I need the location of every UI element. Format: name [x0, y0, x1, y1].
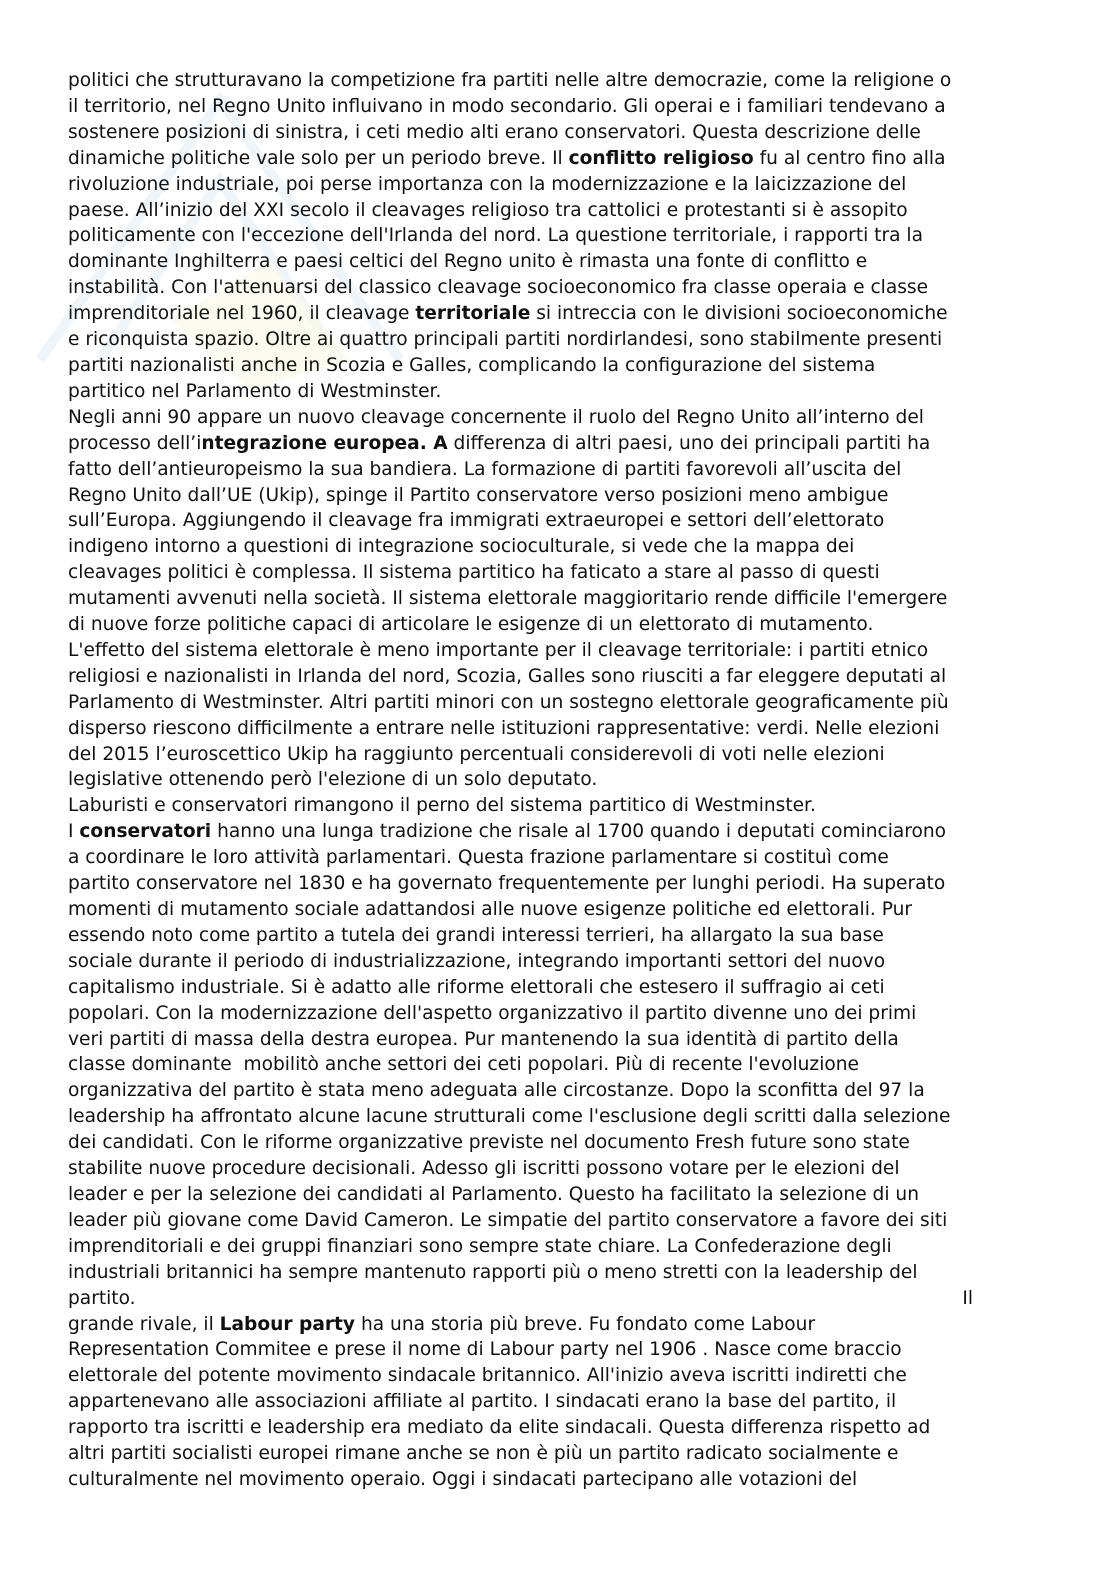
- text-line: [68, 301, 1053, 327]
- text-segment: capitalismo industriale. Si è adatto alle riforme elettorali che estesero il suffragio ai ceti: [68, 976, 885, 998]
- text-line: [68, 1363, 1053, 1389]
- text-segment: momenti di mutamento sociale adattandosi alle nuove esigenze politiche ed elettorali. Pur: [68, 899, 913, 920]
- text-segment: dominante Inghilterra e paesi celtici del Regno unito è rimasta una fonte di conflitto e: [68, 251, 868, 273]
- text-segment: popolari. Con la modernizzazione dell'aspetto organizzativo il partito divenne uno dei primi: [68, 1002, 917, 1024]
- text-segment: mutamenti avvenuti nella società. Il sistema elettorale maggioritario rende difficile l'emergere: [68, 588, 948, 610]
- text-line: [68, 793, 1053, 819]
- text-line: [68, 1027, 1053, 1053]
- text-line: [68, 1078, 1053, 1104]
- text-line: [68, 1389, 1053, 1415]
- text-segment: essendo noto come partito a tutela dei grandi interessi terrieri, ha allargato la sua base: [68, 924, 884, 946]
- text-line: [68, 94, 1053, 120]
- text-segment: Parlamento di Westminster. Altri partiti minori con un sostegno elettorale geograficamente più: [68, 691, 949, 713]
- text-line: [68, 871, 1053, 897]
- text-line: [68, 1312, 1053, 1338]
- document-body: [68, 68, 1053, 1493]
- text-line: [68, 716, 1053, 742]
- text-segment: paese. All’inizio del XXI secolo il cleavages religioso tra cattolici e protestanti si è assopito: [68, 199, 908, 221]
- text-line: [68, 1182, 1053, 1208]
- text-segment: hanno una lunga tradizione che risale al 1700 quando i deputati cominciarono: [211, 821, 947, 843]
- bold-term: ntegrazione europea. A: [201, 432, 448, 454]
- text-segment: si intreccia con le divisioni socioeconomiche: [530, 303, 948, 325]
- text-segment: rapporto tra iscritti e leadership era mediato da elite sindacali. Questa differenza rispetto ad: [68, 1417, 931, 1439]
- text-segment: a coordinare le loro attività parlamentari. Questa frazione parlamentare si costituì come: [68, 847, 889, 869]
- text-segment: Laburisti e conservatori rimangono il perno del sistema partitico di Westminster.: [68, 795, 816, 817]
- text-line: [68, 353, 1053, 379]
- bold-term: territoriale: [415, 303, 531, 325]
- text-segment: il territorio, nel Regno Unito influivano in modo secondario. Gli operai e i familiari tendevano a: [68, 95, 946, 117]
- text-line: [68, 1156, 1053, 1182]
- text-line: [68, 638, 1053, 664]
- text-segment: classe dominante mobilitò anche settori dei ceti popolari. Più di recente l'evoluzione: [68, 1054, 859, 1076]
- text-line: [68, 819, 1053, 845]
- text-segment: partito conservatore nel 1830 e ha governato frequentemente per lunghi periodi. Ha superato: [68, 873, 946, 895]
- text-segment: instabilità. Con l'attenuarsi del classico cleavage socioeconomico fra classe operaia e classe: [68, 277, 929, 299]
- text-segment: differenza di altri paesi, uno dei principali partiti ha: [447, 432, 931, 454]
- text-segment: partito.: [68, 1287, 136, 1309]
- text-segment: leadership ha affrontato alcune lacune strutturali come l'esclusione degli scritti dalla selezione: [68, 1106, 951, 1128]
- text-segment: elettorale del potente movimento sindacale britannico. All'inizio aveva iscritti indiretti che: [68, 1365, 907, 1387]
- text-line: [68, 690, 1053, 716]
- text-segment: leader più giovane come David Cameron. Le simpatie del partito conservatore a favore dei siti: [68, 1209, 948, 1231]
- text-line: [68, 897, 1053, 923]
- text-line: [68, 534, 1053, 560]
- text-line: [68, 1415, 1053, 1441]
- text-line: [68, 249, 1053, 275]
- text-segment: politici che strutturavano la competizione fra partiti nelle altre democrazie, come la religione o: [68, 70, 952, 91]
- text-line: [68, 275, 1053, 301]
- text-segment: I: [68, 821, 80, 843]
- text-segment: rivoluzione industriale, poi perse importanza con la modernizzazione e la laicizzazione del: [68, 173, 907, 195]
- text-segment: ha una storia più breve. Fu fondato come Labour: [355, 1313, 816, 1335]
- text-line: [68, 327, 1053, 353]
- text-segment: del 2015 l’euroscettico Ukip ha raggiunto percentuali considerevoli di voti nelle elezioni: [68, 743, 885, 765]
- text-segment: religiosi e nazionalisti in Irlanda del nord, Scozia, Galles sono riusciti a far eleggere deputati al: [68, 665, 947, 687]
- text-line: [68, 1234, 1053, 1260]
- text-segment: partitico nel Parlamento di Westminster.: [68, 380, 442, 402]
- text-segment: Representation Commitee e prese il nome di Labour party nel 1906 . Nasce come braccio: [68, 1339, 902, 1361]
- text-segment: L'effetto del sistema elettorale è meno importante per il cleavage territoriale: i partiti etnico: [68, 639, 929, 661]
- bold-term: Labour party: [219, 1313, 356, 1335]
- text-segment: culturalmente nel movimento operaio. Oggi i sindacati partecipano alle votazioni del: [68, 1468, 858, 1490]
- text-segment: imprenditoriale nel 1960, il cleavage: [68, 303, 416, 325]
- text-segment: processo dell’i: [68, 432, 202, 454]
- text-segment: e riconquista spazio. Oltre ai quattro principali partiti nordirlandesi, sono stabilmente presenti: [68, 329, 943, 351]
- text-line: [68, 664, 1053, 690]
- text-line: [68, 975, 1053, 1001]
- text-line: [68, 120, 1053, 146]
- text-segment: organizzativa del partito è stata meno adeguata alle circostanze. Dopo la sconfitta del 97 la: [68, 1080, 925, 1102]
- text-segment: Il: [962, 1287, 973, 1309]
- text-segment: indigeno intorno a questioni di integrazione socioculturale, si vede che la mappa dei: [68, 536, 855, 558]
- text-line: [68, 379, 1053, 405]
- text-line: [68, 560, 1053, 586]
- text-segment: imprenditoriali e dei gruppi finanziari sono sempre state chiare. La Confederazione degli: [68, 1235, 892, 1257]
- text-line: [68, 1467, 1053, 1493]
- text-segment: appartenevano alle associazioni affiliate al partito. I sindacati erano la base del partito, il: [68, 1391, 897, 1413]
- text-segment: dinamiche politiche vale solo per un periodo breve. Il: [68, 147, 569, 169]
- text-line: [68, 198, 1053, 224]
- text-segment: fatto dell’antieuropeismo la sua bandiera. La formazione di partiti favorevoli all’uscita del: [68, 458, 902, 480]
- text-line: [68, 586, 1053, 612]
- text-line: [68, 405, 1053, 431]
- text-segment: stabilite nuove procedure decisionali. Adesso gli iscritti possono votare per le elezioni del: [68, 1158, 900, 1180]
- text-line: [68, 431, 1053, 457]
- text-line: [68, 1130, 1053, 1156]
- text-segment: dei candidati. Con le riforme organizzative previste nel documento Fresh future sono state: [68, 1132, 910, 1154]
- text-line: [68, 1104, 1053, 1130]
- text-segment: grande rivale, il: [68, 1313, 220, 1335]
- text-segment: sull’Europa. Aggiungendo il cleavage fra immigrati extraeuropei e settori dell’elettorato: [68, 510, 885, 532]
- text-line: [68, 1001, 1053, 1027]
- text-line: [68, 742, 1053, 768]
- text-line: [68, 1260, 1053, 1286]
- text-line: [68, 845, 1053, 871]
- text-segment: politicamente con l'eccezione dell'Irlanda del nord. La questione territoriale, i rapporti tra la: [68, 225, 923, 247]
- text-segment: Negli anni 90 appare un nuovo cleavage concernente il ruolo del Regno Unito all’interno del: [68, 406, 924, 428]
- text-line: [68, 923, 1053, 949]
- text-line: [68, 172, 1053, 198]
- text-line: [68, 1441, 1053, 1467]
- text-segment: fu al centro fino alla: [753, 147, 946, 169]
- text-line: [68, 223, 1053, 249]
- text-line: [68, 457, 1053, 483]
- text-line: [68, 483, 1053, 509]
- text-line: [68, 1286, 1053, 1312]
- text-line: [68, 1337, 1053, 1363]
- bold-term: conflitto religioso: [568, 147, 754, 169]
- text-line: [68, 146, 1053, 172]
- text-segment: partiti nazionalisti anche in Scozia e Galles, complicando la configurazione del sistema: [68, 354, 876, 376]
- text-segment: Regno Unito dall’UE (Ukip), spinge il Partito conservatore verso posizioni meno ambigue: [68, 484, 889, 506]
- text-line: [68, 612, 1053, 638]
- text-segment: veri partiti di massa della destra europea. Pur mantenendo la sua identità di partito della: [68, 1028, 899, 1050]
- text-segment: leader e per la selezione dei candidati al Parlamento. Questo ha facilitato la selezione di un: [68, 1183, 919, 1205]
- text-line: [68, 1052, 1053, 1078]
- text-segment: sociale durante il periodo di industrializzazione, integrando importanti settori del nuovo: [68, 950, 886, 972]
- text-segment: sostenere posizioni di sinistra, i ceti medio alti erano conservatori. Questa descrizione delle: [68, 121, 921, 143]
- text-segment: di nuove forze politiche capaci di articolare le esigenze di un elettorato di mutamento.: [68, 614, 874, 636]
- text-segment: cleavages politici è complessa. Il sistema partitico ha faticato a stare al passo di questi: [68, 562, 880, 584]
- text-line: [68, 508, 1053, 534]
- text-segment: disperso riescono difficilmente a entrare nelle istituzioni rappresentative: verdi. Nelle elezioni: [68, 717, 940, 739]
- bold-term: conservatori: [79, 821, 212, 843]
- text-segment: altri partiti socialisti europei rimane anche se non è più un partito radicato socialmente e: [68, 1443, 899, 1465]
- text-line: [68, 949, 1053, 975]
- text-line: [68, 1208, 1053, 1234]
- text-segment: industriali britannici ha sempre mantenuto rapporti più o meno stretti con la leadership del: [68, 1261, 918, 1283]
- text-line: [68, 767, 1053, 793]
- text-line: [68, 68, 1053, 94]
- text-segment: legislative ottenendo però l'elezione di un solo deputato.: [68, 769, 598, 791]
